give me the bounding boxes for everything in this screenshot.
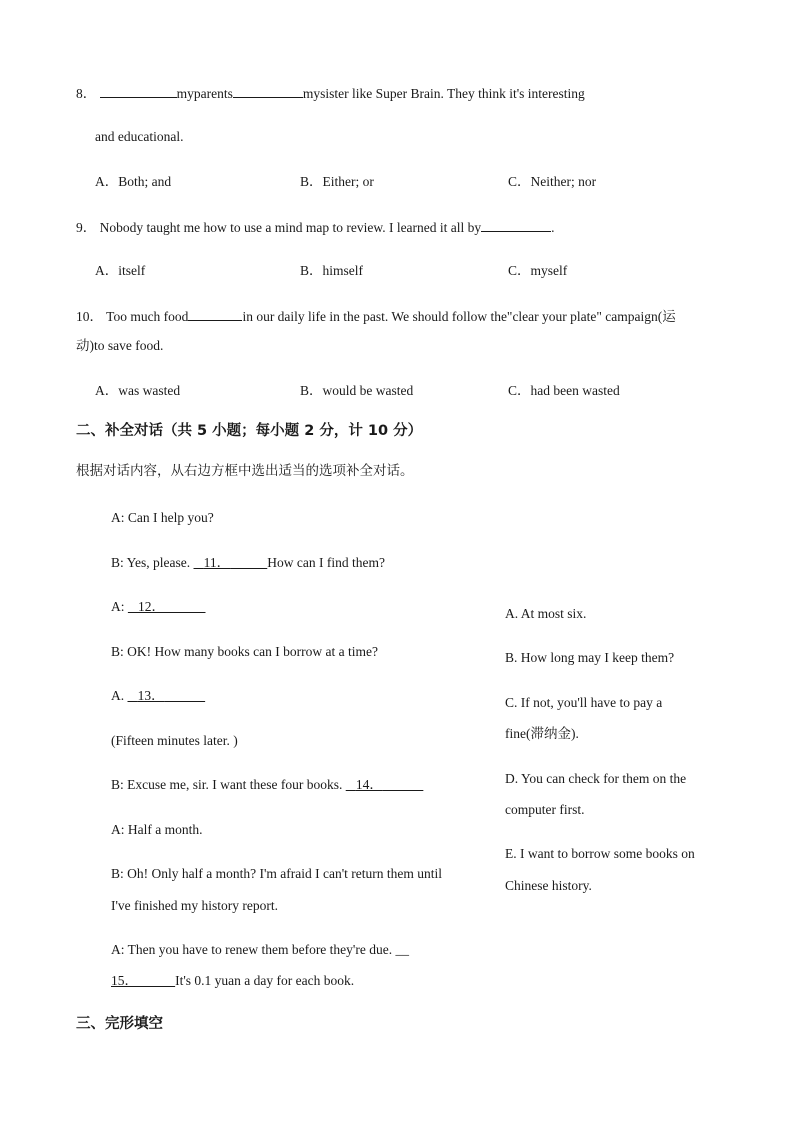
q8-stem [76, 83, 585, 103]
q10-option-b[interactable]: B．would be wasted [300, 383, 414, 398]
blank-12-tail[interactable] [165, 599, 206, 614]
choice-c-line-2: fine(滞纳金). [505, 726, 579, 741]
q8-stem-cont: and educational. [95, 129, 184, 144]
choice-e-line-1: E. I want to borrow some books on [505, 846, 695, 861]
q9-stem [76, 217, 555, 237]
dialogue-line-3 [111, 598, 206, 616]
q8-option-c[interactable]: C．Neither; nor [508, 174, 597, 189]
blank-15-tail[interactable] [138, 973, 175, 988]
blank-12-number[interactable]: 12． [138, 599, 165, 614]
dialogue-line-1: A: Can I help you? [111, 510, 214, 525]
choice-d-line-1: D. You can check for them on the [505, 771, 687, 786]
q8-text-b: mysister like Super Brain. They think it's interesting [302, 86, 585, 101]
choice-a: A. At most six. [505, 606, 587, 621]
blank-13-lead [128, 688, 138, 703]
dialogue-line-10b [111, 972, 354, 990]
q9-blank[interactable] [481, 217, 551, 232]
blank-11-tail[interactable] [230, 555, 267, 570]
dialogue-line-10-post: It's 0.1 yuan a day for each book. [175, 973, 355, 988]
dialogue-line-6: (Fifteen minutes later. ) [111, 733, 238, 748]
blank-11-number[interactable]: 11． [203, 555, 231, 570]
dialogue-line-8: A: Half a month. [111, 822, 203, 837]
blank-14-tail[interactable] [383, 777, 424, 792]
dialogue-line-4: B: OK! How many books can I borrow at a time? [111, 644, 378, 659]
q9-number: 9． [76, 220, 97, 235]
dialogue-line-9a: B: Oh! Only half a month? I'm afraid I can't return them until [111, 866, 443, 881]
q8-number: 8． [76, 86, 97, 101]
dialogue-line-2-post: How can I find them? [267, 555, 385, 570]
blank-11-lead [194, 555, 204, 570]
q10-text-b: in our daily life in the past. We should follow the"clear your plate" campaign(运 [242, 309, 676, 324]
choice-b: B. How long may I keep them? [505, 650, 675, 665]
q8-option-b[interactable]: B．Either; or [300, 174, 374, 189]
blank-14-lead [346, 777, 356, 792]
q8-blank-2[interactable] [233, 83, 303, 98]
q10-option-c[interactable]: C．had been wasted [508, 383, 620, 398]
dialogue-line-7 [111, 776, 423, 794]
section2-heading: 二、补全对话（共 5 小题；每小题 2 分，计 10 分） [76, 423, 423, 439]
q10-blank[interactable] [188, 306, 242, 321]
dialogue-line-7-pre: B: Excuse me, sir. I want these four books. [111, 777, 346, 792]
dialogue-line-10a: A: Then you have to renew them before they're due. __ [111, 942, 409, 957]
dialogue-line-3-pre: A: [111, 599, 128, 614]
choice-c-line-1: C. If not, you'll have to pay a [505, 695, 663, 710]
blank-14-number[interactable]: 14． [355, 777, 383, 792]
blank-13-tail[interactable] [165, 688, 206, 703]
q8-blank-1[interactable] [100, 83, 177, 98]
dialogue-line-2 [111, 554, 385, 572]
dialogue-line-2-pre: B: Yes, please. [111, 555, 194, 570]
q10-text-a: Too much food [106, 309, 189, 324]
q9-end: . [551, 220, 555, 235]
q8-option-a[interactable]: A．Both; and [95, 174, 172, 189]
q9-option-a[interactable]: A．itself [95, 263, 146, 278]
blank-12-lead [128, 599, 138, 614]
blank-13-number[interactable]: 13． [137, 688, 165, 703]
q10-stem [76, 306, 676, 326]
blank-15-number[interactable]: 15． [111, 973, 138, 988]
q9-option-c[interactable]: C．myself [508, 263, 568, 278]
q10-number: 10． [76, 309, 103, 324]
choice-d-line-2: computer first. [505, 802, 585, 817]
q10-stem-cont: 动)to save food. [76, 338, 164, 353]
dialogue-line-5-pre: A. [111, 688, 128, 703]
q9-option-b[interactable]: B．himself [300, 263, 363, 278]
q8-text-a: myparents [176, 86, 233, 101]
section3-heading: 三、完形填空 [76, 1016, 163, 1032]
choice-e-line-2: Chinese history. [505, 878, 592, 893]
q9-text: Nobody taught me how to use a mind map to review. I learned it all by [99, 220, 482, 235]
q10-option-a[interactable]: A．was wasted [95, 383, 181, 398]
dialogue-line-9b: I've finished my history report. [111, 898, 279, 913]
section2-instruction: 根据对话内容，从右边方框中选出适当的选项补全对话。 [76, 463, 414, 479]
dialogue-line-5 [111, 687, 205, 705]
